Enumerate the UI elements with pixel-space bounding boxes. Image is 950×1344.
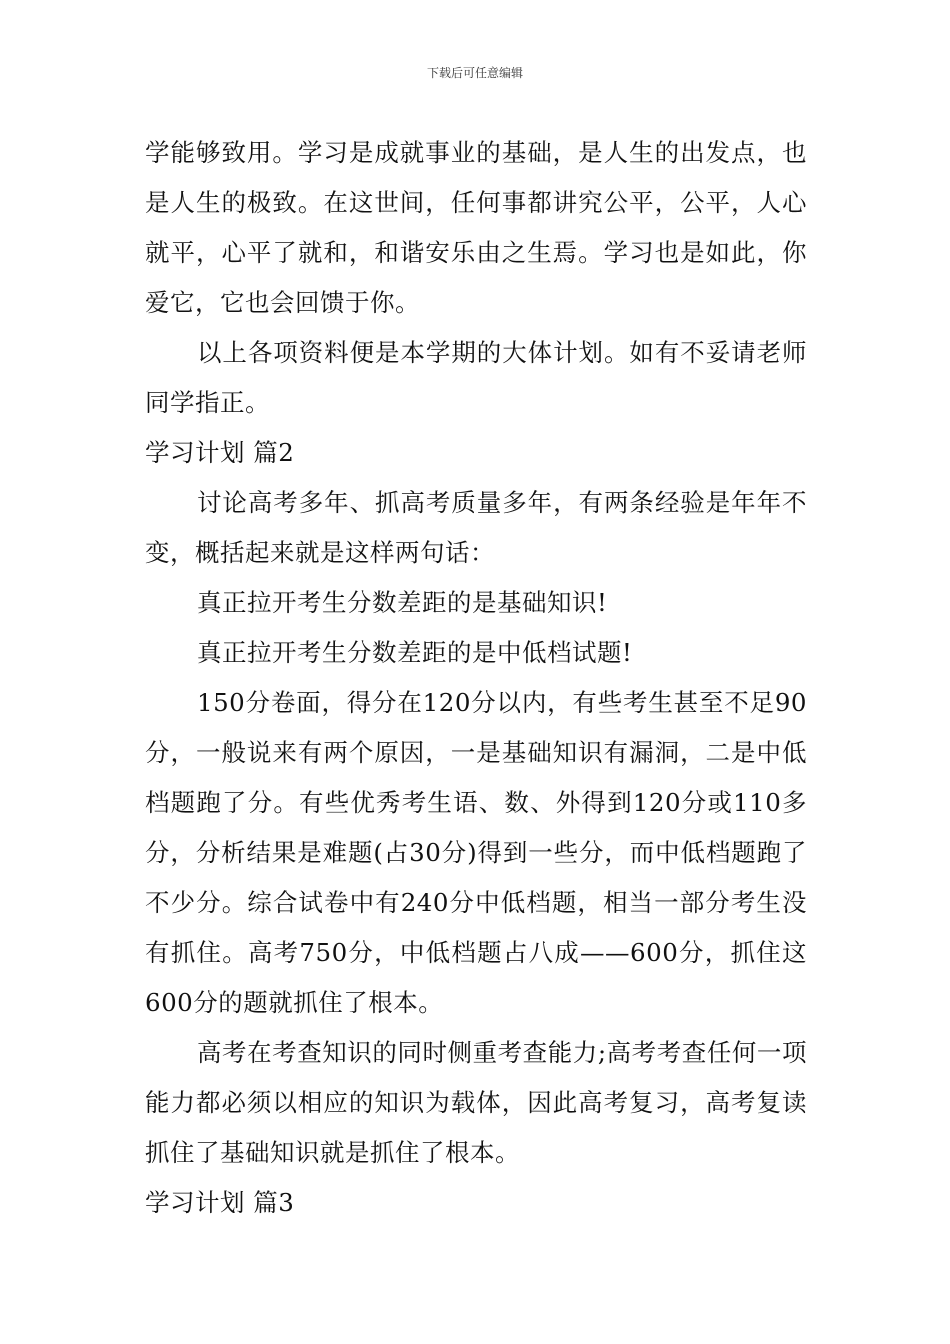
page-header: 下载后可任意编辑 — [426, 66, 523, 80]
paragraph: 真正拉开考生分数差距的是中低档试题! — [197, 638, 633, 667]
paragraph: 讨论高考多年、抓高考质量多年，有两条经验是年年不变，概括起来就是这样两句话： — [145, 488, 807, 567]
section-heading: 学习计划 篇3 — [145, 1188, 295, 1217]
paragraph: 真正拉开考生分数差距的是基础知识! — [197, 588, 608, 617]
paragraph: 以上各项资料便是本学期的大体计划。如有不妥请老师同学指正。 — [145, 338, 807, 417]
paragraph: 高考在考查知识的同时侧重考查能力;高考考查任何一项能力都必须以相应的知识为载体，因此高考复习，高考复读抓住了基础知识就是抓住了根本。 — [145, 1038, 807, 1167]
paragraph: 150分卷面，得分在120分以内，有些考生甚至不足90分，一般说来有两个原因，一是基础知识有漏洞，二是中低档题跑了分。有些优秀考生语、数、外得到120分或110多分，分析结果是难题(占30分)得到一些分，而中低档题跑了不少分。综合试卷中有240分中低档题，相当一部分考生没有抓住。高考750分，中低档题占八成——600分，抓住这600分的题就抓住了根本。 — [145, 688, 807, 1017]
paragraph: 学能够致用。学习是成就事业的基础，是人生的出发点，也是人生的极致。在这世间，任何事都讲究公平，公平，人心就平，心平了就和，和谐安乐由之生焉。学习也是如此，你爱它，它也会回馈于你。 — [145, 138, 807, 317]
section-heading: 学习计划 篇2 — [145, 438, 295, 467]
document-body — [145, 128, 807, 1228]
